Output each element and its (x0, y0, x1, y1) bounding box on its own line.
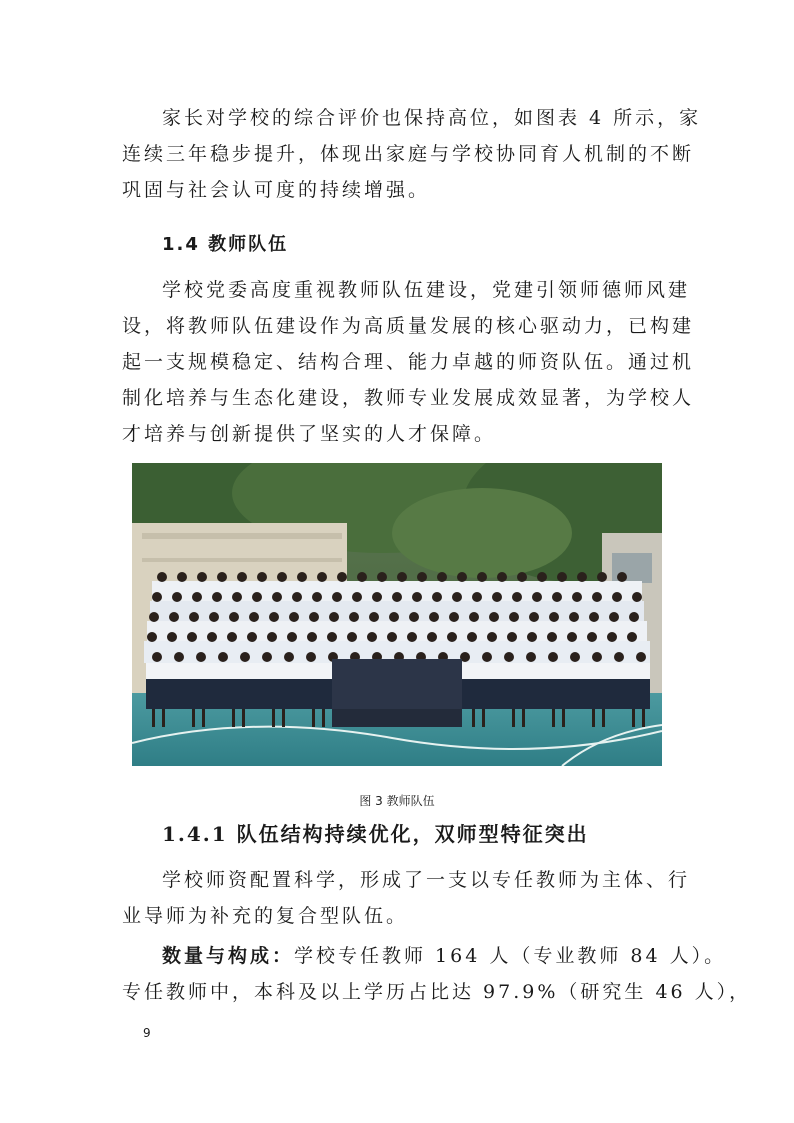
subsection-heading-structure: 1.4.1 队伍结构持续优化，双师型特征突出 (162, 822, 589, 846)
text-line: 业导师为补充的复合型队伍。 (122, 905, 409, 927)
figure-caption: 图 3 教师队伍 (359, 794, 435, 808)
text-line: 连续三年稳步提升，体现出家庭与学校协同育人机制的不断 (122, 143, 695, 165)
paragraph-teacher-team (122, 272, 695, 452)
text-line: 设，将教师队伍建设作为高质量发展的核心驱动力，已构建 (122, 315, 695, 337)
quantity-composition-label: 数量与构成： (162, 945, 295, 967)
section-heading-teachers: 1.4 教师队伍 (162, 234, 289, 255)
text-line: 起一支规模稳定、结构合理、能力卓越的师资队伍。通过机 (122, 351, 695, 373)
paragraph-parent-evaluation (122, 100, 702, 208)
group-photo-illustration (132, 463, 662, 766)
text-line: 巩固与社会认可度的持续增强。 (122, 179, 431, 201)
teacher-group-photo (132, 463, 662, 766)
quantity-composition-text: 学校专任教师 164 人（专业教师 84 人）。 (294, 945, 727, 967)
text-line (122, 938, 727, 974)
text-line: 专任教师中，本科及以上学历占比达 97.9%（研究生 46 人）， (122, 981, 752, 1003)
page-number: 9 (143, 1026, 151, 1040)
text-line: 学校党委高度重视教师队伍建设，党建引领师德师风建 (162, 279, 691, 301)
text-line: 才培养与创新提供了坚实的人才保障。 (122, 423, 497, 445)
paragraph-quantity-composition (122, 938, 752, 1010)
paragraph-staffing (122, 862, 691, 934)
text-line: 家长对学校的综合评价也保持高位，如图表 4 所示，家 (162, 107, 702, 129)
text-line: 制化培养与生态化建设，教师专业发展成效显著，为学校人 (122, 387, 695, 409)
text-line: 学校师资配置科学，形成了一支以专任教师为主体、行 (162, 869, 691, 891)
